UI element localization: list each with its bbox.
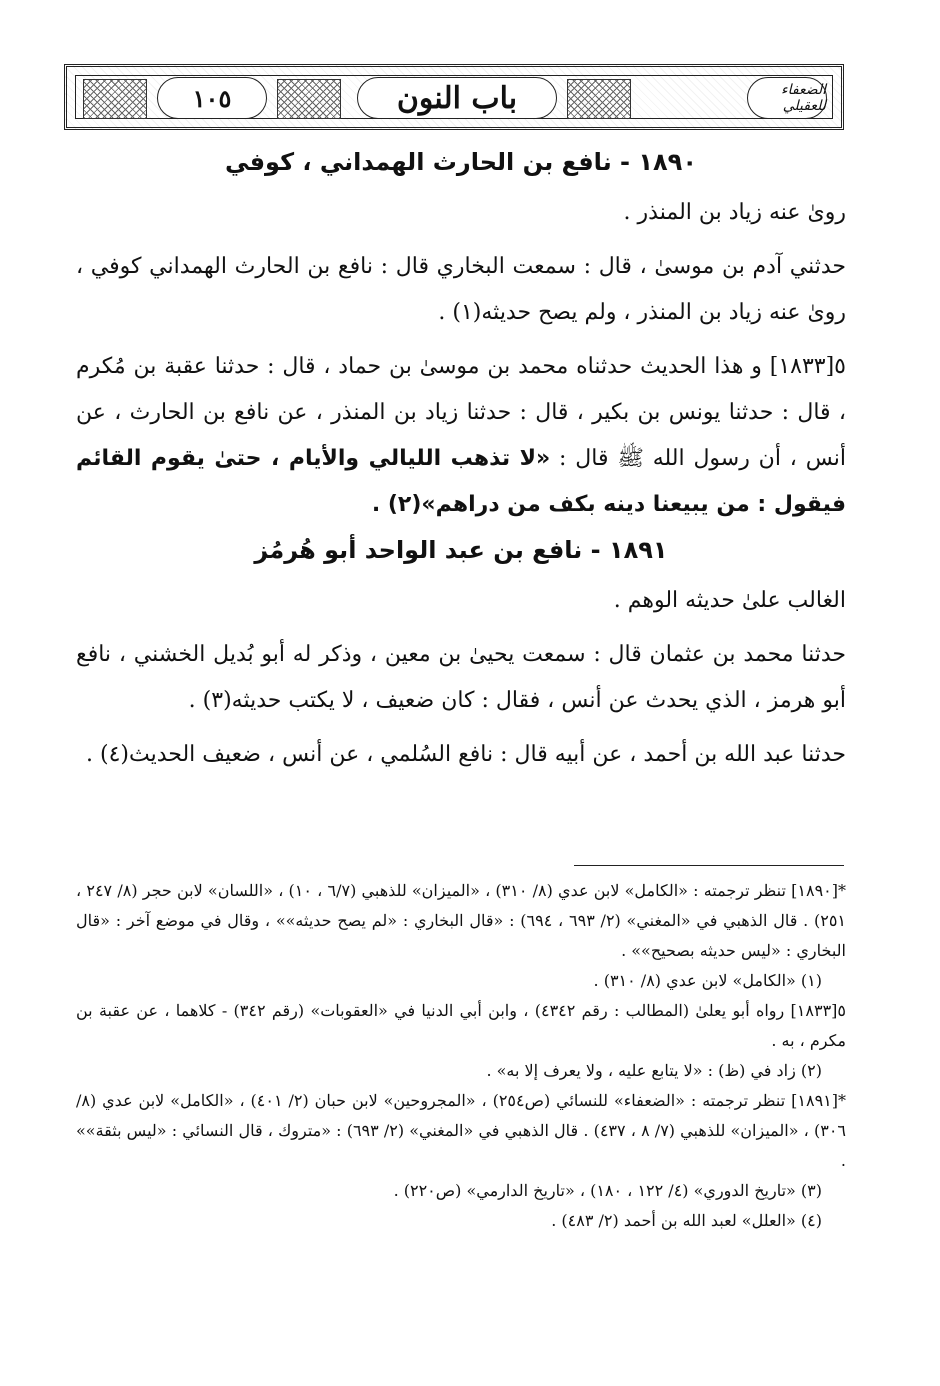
page-number: ١٠٥ xyxy=(192,83,232,113)
series-logo-cartouche xyxy=(747,77,827,119)
entry-paragraph: حدثنا عبد الله بن أحمد ، عن أبيه قال : نافع السُلمي ، عن أنس ، ضعيف الحديث(٤) . xyxy=(86,742,846,767)
footnote: *[١٨٩٠] تنظر ترجمته : «الكامل» لابن عدي (٨/ ٣١٠) ، «الميزان» للذهبي (٦/٧ ، ١٠) ، «اللسان» لابن حجر (٨/ ٢٤٧ ، ٢٥١) . قال الذهبي في «المغني» (٢/ ٦٩٣ ، ٦٩٤) : «قال البخاري : «لم يصح حديثه»» ، وقال في موضع آخر : «قال البخاري : «ليس حديثه بصحيح»» . xyxy=(76,881,847,960)
chapter-title-cartouche xyxy=(357,77,557,119)
footnote: *[١٨٩١] تنظر ترجمته : «الضعفاء» للنسائي (ص٢٥٤) ، «المجروحين» لابن حبان (٢/ ٤٠١) ، «الكامل» لابن عدي (٨/ ٣٠٦) ، «الميزان» للذهبي (٧/ ٨ ، ٤٣٧) . قال الذهبي في «المغني» (٢/ ٦٩٣) : «متروك ، قال النسائي : «ليس بثقة»» . xyxy=(76,1091,847,1170)
ornament-icon xyxy=(83,79,147,119)
footnote: (٣) «تاريخ الدوري» (٤/ ١٢٢ ، ١٨٠) ، «تاريخ الدارمي» (ص٢٢٠) . xyxy=(393,1181,822,1200)
footnote: (١) «الكامل» لابن عدي (٨/ ٣١٠) . xyxy=(593,971,822,990)
main-text xyxy=(76,140,846,786)
chapter-title: باب النون xyxy=(396,80,518,116)
entry-paragraph: حدثنا محمد بن عثمان قال : سمعت يحيىٰ بن معين ، وذكر له أبو بُديل الخشني ، نافع أبو هرمز ، الذي يحدث عن أنس ، فقال : كان ضعيف ، لا يكتب حديثه(٣) . xyxy=(76,642,846,713)
footnote-divider xyxy=(574,865,844,866)
entry-paragraph: حدثني آدم بن موسىٰ ، قال : سمعت البخاري قال : نافع بن الحارث الهمداني كوفي ، روىٰ عنه زياد بن المنذر ، ولم يصح حديثه(١) . xyxy=(76,254,846,325)
footnotes xyxy=(76,876,846,1236)
page-number-cartouche xyxy=(157,77,267,119)
entry-paragraph: روىٰ عنه زياد بن المنذر . xyxy=(623,200,846,225)
ornament-icon xyxy=(567,79,631,119)
footnote: (٤) «العلل» لعبد الله بن أحمد (٢/ ٤٨٣) . xyxy=(551,1211,822,1230)
hadith-text: «لا تذهب الليالي والأيام ، حتىٰ يقوم القائم فيقول : من يبيعنا دينه بكف من دراهم»(٢) . xyxy=(76,446,846,517)
hadith-chain: ٥[١٨٣٣] و هذا الحديث حدثناه محمد بن موسىٰ بن حماد ، قال : حدثنا عقبة بن مُكرم ، قال : حدثنا يونس بن بكير ، قال : حدثنا زياد بن المنذر ، عن نافع بن الحارث ، عن أنس ، أن رسول الله ﷺ قال : xyxy=(76,354,846,471)
series-logo: الضعفاء للعقيلي xyxy=(781,82,826,114)
ornament-icon xyxy=(277,79,341,119)
footnote: ٥[١٨٣٣] رواه أبو يعلىٰ (المطالب : رقم ٤٣٤٢) ، وابن أبي الدنيا في «العقوبات» (رقم ٣٤٢) - كلاهما ، عن عقبة بن مكرم ، به . xyxy=(76,1001,847,1050)
entry-heading: ١٨٩٠ - نافع بن الحارث الهمداني ، كوفي xyxy=(225,148,697,176)
hadith-paragraph xyxy=(76,344,846,528)
entry-heading: ١٨٩١ - نافع بن عبد الواحد أبو هُرمُز xyxy=(254,536,668,564)
page-header xyxy=(64,64,844,130)
footnote: (٢) زاد في (ظ) : «لا يتابع عليه ، ولا يعرف إلا به» . xyxy=(486,1061,822,1080)
entry-paragraph: الغالب علىٰ حديثه الوهم . xyxy=(613,588,846,613)
